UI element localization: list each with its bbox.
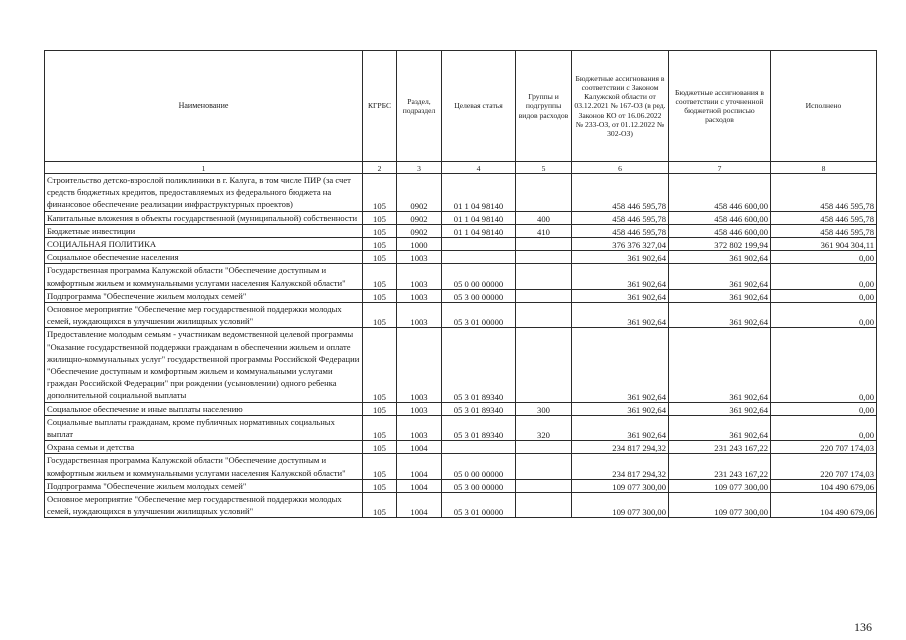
row-kgrbs: 105	[363, 402, 397, 415]
table-body	[45, 51, 877, 518]
page-number: 136	[854, 620, 872, 634]
row-executed-amount: 0,00	[771, 264, 877, 289]
row-name: СОЦИАЛЬНАЯ ПОЛИТИКА	[45, 238, 363, 251]
row-law-amount: 458 446 595,78	[572, 211, 669, 224]
row-section: 1000	[397, 238, 442, 251]
table-row	[45, 224, 877, 237]
row-name: Основное мероприятие "Обеспечение мер государственной поддержки молодых семей, нуждающихся в улучшении жилищных условий"	[45, 303, 363, 328]
row-kgrbs: 105	[363, 328, 397, 402]
row-name: Социальное обеспечение населения	[45, 251, 363, 264]
row-schedule-amount: 361 902,64	[669, 251, 771, 264]
table-row	[45, 328, 877, 402]
row-expense-type	[516, 479, 572, 492]
row-schedule-amount: 361 902,64	[669, 264, 771, 289]
row-section: 1004	[397, 454, 442, 479]
row-section: 1003	[397, 328, 442, 402]
table-row	[45, 289, 877, 302]
row-target-article: 05 3 01 89340	[442, 415, 516, 440]
row-law-amount: 361 902,64	[572, 328, 669, 402]
row-target-article	[442, 441, 516, 454]
row-schedule-amount: 231 243 167,22	[669, 454, 771, 479]
row-target-article: 05 3 01 00000	[442, 303, 516, 328]
row-schedule-amount: 109 077 300,00	[669, 479, 771, 492]
header-kgrbs: КГРБС	[363, 51, 397, 162]
column-number-row	[45, 162, 877, 174]
table-row	[45, 211, 877, 224]
row-law-amount: 234 817 294,32	[572, 454, 669, 479]
row-kgrbs: 105	[363, 493, 397, 518]
row-schedule-amount: 109 077 300,00	[669, 493, 771, 518]
row-section: 1003	[397, 264, 442, 289]
table-row	[45, 264, 877, 289]
row-executed-amount: 220 707 174,03	[771, 441, 877, 454]
header-target-article: Целевая статья	[442, 51, 516, 162]
header-executed: Исполнено	[771, 51, 877, 162]
row-target-article: 05 3 01 89340	[442, 402, 516, 415]
column-number: 1	[45, 162, 363, 174]
table-row	[45, 441, 877, 454]
row-kgrbs: 105	[363, 441, 397, 454]
table-row	[45, 479, 877, 492]
header-law-allocations: Бюджетные ассигнования в соответствии с Законом Калужской области от 03.12.2021 № 167-ОЗ (в ред. Законов КО от 16.06.2022 № 233-ОЗ, от 01.12.2022 № 302-ОЗ)	[572, 51, 669, 162]
row-target-article: 05 3 00 00000	[442, 289, 516, 302]
row-schedule-amount: 361 902,64	[669, 289, 771, 302]
row-target-article: 01 1 04 98140	[442, 224, 516, 237]
row-expense-type	[516, 174, 572, 212]
row-schedule-amount: 372 802 199,94	[669, 238, 771, 251]
row-schedule-amount: 361 902,64	[669, 402, 771, 415]
row-name: Социальные выплаты гражданам, кроме публичных нормативных социальных выплат	[45, 415, 363, 440]
row-target-article	[442, 251, 516, 264]
row-target-article: 05 3 00 00000	[442, 479, 516, 492]
header-budget-schedule: Бюджетные ассигнования в соответствии с уточненной бюджетной росписью расходов	[669, 51, 771, 162]
row-executed-amount: 0,00	[771, 303, 877, 328]
row-expense-type: 410	[516, 224, 572, 237]
row-law-amount: 458 446 595,78	[572, 174, 669, 212]
table-row	[45, 251, 877, 264]
row-kgrbs: 105	[363, 211, 397, 224]
row-section: 1003	[397, 402, 442, 415]
table-row	[45, 493, 877, 518]
row-law-amount: 376 376 327,04	[572, 238, 669, 251]
row-law-amount: 109 077 300,00	[572, 493, 669, 518]
row-executed-amount: 104 490 679,06	[771, 479, 877, 492]
table-row	[45, 454, 877, 479]
row-law-amount: 234 817 294,32	[572, 441, 669, 454]
row-expense-type: 300	[516, 402, 572, 415]
budget-table	[44, 50, 877, 518]
row-schedule-amount: 458 446 600,00	[669, 174, 771, 212]
row-target-article: 05 0 00 00000	[442, 454, 516, 479]
row-section: 1003	[397, 303, 442, 328]
row-schedule-amount: 361 902,64	[669, 328, 771, 402]
row-name: Подпрограмма "Обеспечение жильем молодых семей"	[45, 479, 363, 492]
row-kgrbs: 105	[363, 251, 397, 264]
row-expense-type	[516, 441, 572, 454]
row-law-amount: 109 077 300,00	[572, 479, 669, 492]
table-row	[45, 402, 877, 415]
row-executed-amount: 458 446 595,78	[771, 224, 877, 237]
row-name: Подпрограмма "Обеспечение жильем молодых семей"	[45, 289, 363, 302]
column-number: 5	[516, 162, 572, 174]
row-kgrbs: 105	[363, 479, 397, 492]
row-target-article: 05 0 00 00000	[442, 264, 516, 289]
row-executed-amount: 0,00	[771, 402, 877, 415]
row-law-amount: 361 902,64	[572, 402, 669, 415]
header-section: Раздел, подраздел	[397, 51, 442, 162]
row-section: 0902	[397, 211, 442, 224]
row-law-amount: 458 446 595,78	[572, 224, 669, 237]
row-kgrbs: 105	[363, 289, 397, 302]
row-section: 0902	[397, 224, 442, 237]
row-executed-amount: 104 490 679,06	[771, 493, 877, 518]
row-schedule-amount: 231 243 167,22	[669, 441, 771, 454]
row-name: Социальное обеспечение и иные выплаты населению	[45, 402, 363, 415]
row-executed-amount: 220 707 174,03	[771, 454, 877, 479]
row-section: 1004	[397, 441, 442, 454]
row-executed-amount: 458 446 595,78	[771, 211, 877, 224]
row-expense-type	[516, 238, 572, 251]
row-kgrbs: 105	[363, 454, 397, 479]
column-number: 7	[669, 162, 771, 174]
row-expense-type	[516, 264, 572, 289]
row-section: 1004	[397, 493, 442, 518]
header-name: Наименование	[45, 51, 363, 162]
row-target-article: 05 3 01 89340	[442, 328, 516, 402]
row-expense-type	[516, 493, 572, 518]
table-row	[45, 174, 877, 212]
row-section: 1003	[397, 289, 442, 302]
table-row	[45, 238, 877, 251]
row-name: Государственная программа Калужской области "Обеспечение доступным и комфортным жильем и коммунальными услугами населения Калужской области"	[45, 454, 363, 479]
row-kgrbs: 105	[363, 415, 397, 440]
row-section: 1003	[397, 415, 442, 440]
column-number: 6	[572, 162, 669, 174]
header-expense-type: Группы и подгруппы видов расходов	[516, 51, 572, 162]
row-kgrbs: 105	[363, 238, 397, 251]
row-name: Бюджетные инвестиции	[45, 224, 363, 237]
row-schedule-amount: 361 902,64	[669, 415, 771, 440]
row-law-amount: 361 902,64	[572, 415, 669, 440]
row-section: 1004	[397, 479, 442, 492]
row-kgrbs: 105	[363, 303, 397, 328]
row-schedule-amount: 458 446 600,00	[669, 211, 771, 224]
row-name: Основное мероприятие "Обеспечение мер государственной поддержки молодых семей, нуждающихся в улучшении жилищных условий"	[45, 493, 363, 518]
row-schedule-amount: 361 902,64	[669, 303, 771, 328]
row-name: Строительство детско-взрослой поликлиники в г. Калуга, в том числе ПИР (за счет средств бюджетных кредитов, предоставляемых из федерального бюджета на финансовое обеспечение реализации инфраструктурных проектов)	[45, 174, 363, 212]
row-executed-amount: 361 904 304,11	[771, 238, 877, 251]
row-section: 1003	[397, 251, 442, 264]
row-expense-type	[516, 251, 572, 264]
row-name: Государственная программа Калужской области "Обеспечение доступным и комфортным жильем и коммунальными услугами населения Калужской области"	[45, 264, 363, 289]
row-law-amount: 361 902,64	[572, 264, 669, 289]
row-executed-amount: 0,00	[771, 289, 877, 302]
row-expense-type: 320	[516, 415, 572, 440]
row-expense-type: 400	[516, 211, 572, 224]
row-expense-type	[516, 303, 572, 328]
row-law-amount: 361 902,64	[572, 289, 669, 302]
row-executed-amount: 458 446 595,78	[771, 174, 877, 212]
row-expense-type	[516, 328, 572, 402]
row-kgrbs: 105	[363, 224, 397, 237]
row-name: Капитальные вложения в объекты государственной (муниципальной) собственности	[45, 211, 363, 224]
row-executed-amount: 0,00	[771, 251, 877, 264]
row-schedule-amount: 458 446 600,00	[669, 224, 771, 237]
row-target-article: 01 1 04 98140	[442, 211, 516, 224]
row-name: Предоставление молодым семьям - участникам ведомственной целевой программы "Оказание государственной поддержки гражданам в обеспечении жильем и оплате жилищно-коммунальных услуг" государственной программы Российской Федерации "Обеспечение доступным и комфортным жильем и коммунальными услугами граждан Российской Федерации" при рождении (усыновлении) одного ребенка дополнительной социальной выплаты	[45, 328, 363, 402]
row-law-amount: 361 902,64	[572, 251, 669, 264]
row-kgrbs: 105	[363, 174, 397, 212]
row-law-amount: 361 902,64	[572, 303, 669, 328]
header-row	[45, 51, 877, 162]
column-number: 2	[363, 162, 397, 174]
column-number: 3	[397, 162, 442, 174]
row-section: 0902	[397, 174, 442, 212]
table-row	[45, 415, 877, 440]
column-number: 4	[442, 162, 516, 174]
row-executed-amount: 0,00	[771, 415, 877, 440]
row-name: Охрана семьи и детства	[45, 441, 363, 454]
row-kgrbs: 105	[363, 264, 397, 289]
row-target-article: 05 3 01 00000	[442, 493, 516, 518]
row-target-article: 01 1 04 98140	[442, 174, 516, 212]
column-number: 8	[771, 162, 877, 174]
table-row	[45, 303, 877, 328]
row-expense-type	[516, 454, 572, 479]
row-expense-type	[516, 289, 572, 302]
row-executed-amount: 0,00	[771, 328, 877, 402]
row-target-article	[442, 238, 516, 251]
